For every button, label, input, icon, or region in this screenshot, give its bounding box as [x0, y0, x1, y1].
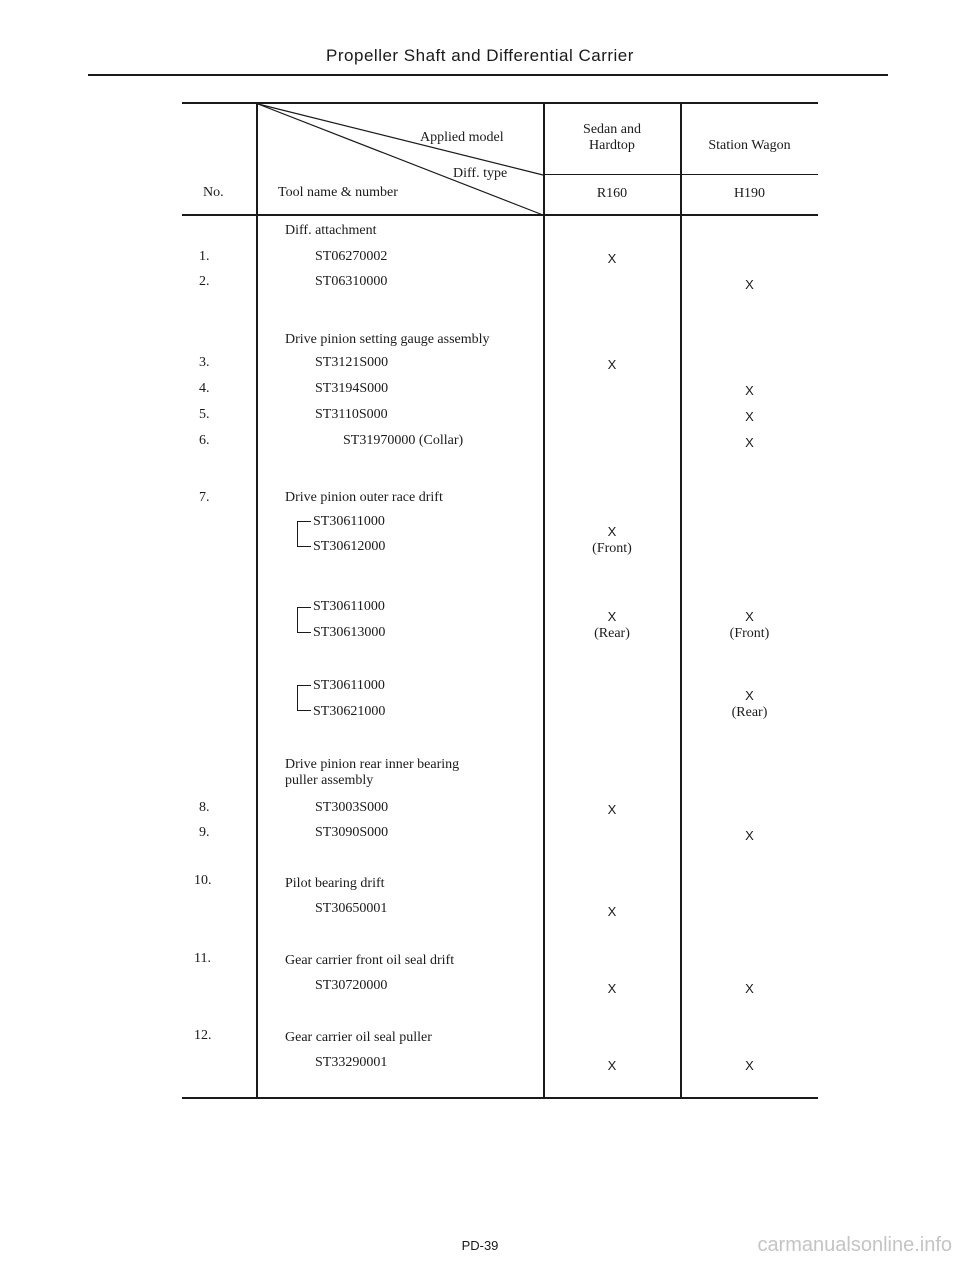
row-tool-a: ST30611000 — [313, 599, 385, 614]
section-diff-attachment: Diff. attachment — [285, 223, 377, 238]
header-diff-type: Diff. type — [453, 166, 508, 181]
row-tool: ST31970000 (Collar) — [343, 433, 464, 448]
row-no: 9. — [199, 825, 210, 840]
row-r160-note: (Front) — [592, 541, 632, 556]
row-r160-mark: X — [607, 609, 617, 624]
row-h190-mark: X — [745, 409, 754, 424]
row-h190-mark: X — [745, 688, 754, 703]
row-no: 1. — [199, 249, 210, 264]
row-r160-mark: X — [607, 904, 617, 919]
tool-bracket-bottom — [297, 546, 311, 547]
row-no: 12. — [194, 1028, 212, 1043]
row-r160-note: (Rear) — [594, 626, 630, 641]
row-no: 6. — [199, 433, 210, 448]
row-h190-note: (Front) — [729, 626, 770, 641]
row-tool: ST3090S000 — [315, 825, 389, 840]
row-h190-mark: X — [745, 277, 754, 292]
section-pinion-gauge: Drive pinion setting gauge assembly — [285, 332, 490, 347]
row-r160-mark: X — [607, 357, 617, 372]
header-no: No. — [203, 185, 224, 200]
row-no: 2. — [199, 274, 210, 289]
header-tool-name: Tool name & number — [278, 185, 398, 200]
row-h190-mark: X — [745, 609, 754, 624]
tool-bracket-top — [297, 521, 311, 522]
row-h190-mark: X — [745, 435, 754, 450]
row-h190-note: (Rear) — [731, 705, 768, 720]
row-tool-b: ST30621000 — [313, 704, 386, 719]
section-rear-bearing-puller-line2: puller assembly — [285, 773, 374, 788]
page-number: PD-39 — [461, 1238, 499, 1253]
section-rear-bearing-puller — [285, 757, 459, 789]
section-outer-race-drift: Drive pinion outer race drift — [285, 490, 443, 505]
row-tool-a: ST30611000 — [313, 678, 385, 693]
row-no: 11. — [194, 951, 211, 966]
row-h190-mark: X — [745, 383, 754, 398]
row-tool-b: ST30613000 — [313, 625, 386, 640]
header-r160: R160 — [596, 186, 628, 201]
row-r160-mark: X — [607, 251, 617, 266]
page-title: Propeller Shaft and Differential Carrier — [326, 46, 634, 65]
row-r160-mark: X — [607, 1058, 617, 1073]
header-station-wagon: Station Wagon — [708, 138, 791, 153]
row-tool: ST30650001 — [315, 901, 388, 916]
row-no: 8. — [199, 800, 210, 815]
row-tool: ST30720000 — [315, 978, 388, 993]
row-tool: ST06310000 — [315, 274, 388, 289]
header-applied-model: Applied model — [420, 130, 504, 145]
header-sedan-line1: Sedan and — [583, 122, 641, 137]
row-tool-b: ST30612000 — [313, 539, 386, 554]
watermark: carmanualsonline.info — [757, 1234, 952, 1256]
tool-bracket-bottom — [297, 710, 311, 711]
section-oil-seal-puller: Gear carrier oil seal puller — [285, 1030, 432, 1045]
row-no: 7. — [199, 490, 210, 505]
row-tool: ST3121S000 — [315, 355, 389, 370]
tool-bracket — [297, 607, 298, 633]
row-tool: ST3194S000 — [315, 381, 389, 396]
row-h190-mark: X — [745, 981, 754, 996]
tool-bracket — [297, 521, 298, 547]
row-no: 4. — [199, 381, 210, 396]
row-no: 5. — [199, 407, 210, 422]
row-tool: ST3003S000 — [315, 800, 389, 815]
tool-bracket-top — [297, 685, 311, 686]
row-no: 10. — [194, 873, 212, 888]
row-h190-mark: X — [745, 828, 754, 843]
section-pilot-bearing-drift: Pilot bearing drift — [285, 876, 385, 891]
section-front-oil-seal-drift: Gear carrier front oil seal drift — [285, 953, 455, 968]
header-h190: H190 — [733, 186, 766, 201]
row-r160-mark: X — [607, 802, 617, 817]
row-h190-mark: X — [745, 1058, 754, 1073]
tool-bracket-bottom — [297, 632, 311, 633]
row-no: 3. — [199, 355, 210, 370]
header-sedan-hardtop — [544, 122, 680, 154]
row-r160-mark: X — [607, 524, 617, 539]
header-sedan-line2: Hardtop — [589, 138, 635, 153]
row-tool: ST33290001 — [315, 1055, 388, 1070]
tool-bracket — [297, 685, 298, 711]
row-r160-mark: X — [607, 981, 617, 996]
row-tool: ST3110S000 — [315, 407, 388, 422]
row-tool-a: ST30611000 — [313, 514, 385, 529]
tool-bracket-top — [297, 607, 311, 608]
section-rear-bearing-puller-line1: Drive pinion rear inner bearing — [285, 757, 460, 772]
row-tool: ST06270002 — [315, 249, 388, 264]
